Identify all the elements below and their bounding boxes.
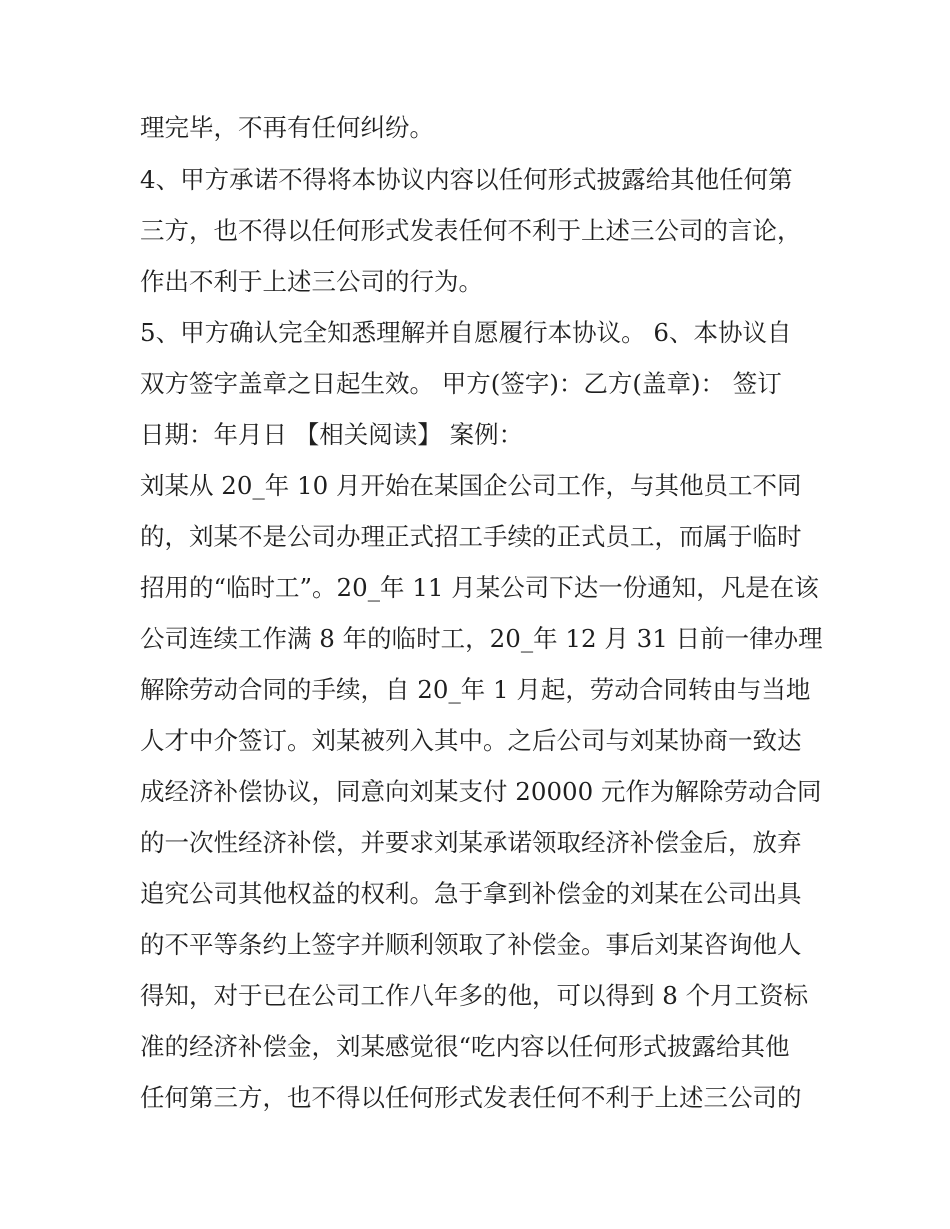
text-line: 追究公司其他权益的权利。急于拿到补偿金的刘某在公司出具 <box>140 879 802 908</box>
text-line: 5、甲方确认完全知悉理解并自愿履行本协议。 6、本协议自 <box>140 318 792 347</box>
text-line: 作出不利于上述三公司的行为。 <box>140 267 483 296</box>
text-line: 招用的“临时工”。20_年 11 月某公司下达一份通知，凡是在该 <box>140 573 819 602</box>
text-line: 准的经济补偿金，刘某感觉很“吃内容以任何形式披露给其他 <box>140 1032 790 1061</box>
text-line: 解除劳动合同的手续，自 20_年 1 月起，劳动合同转由与当地 <box>140 675 811 704</box>
text-line: 的不平等条约上签字并顺利领取了补偿金。事后刘某咨询他人 <box>140 930 802 959</box>
text-line: 理完毕，不再有任何纠纷。 <box>140 113 434 142</box>
text-line: 4、甲方承诺不得将本协议内容以任何形式披露给其他任何第 <box>140 165 793 194</box>
text-line: 得知，对于已在公司工作八年多的他，可以得到 8 个月工资标 <box>140 981 809 1010</box>
text-line: 任何第三方，也不得以任何形式发表任何不利于上述三公司的 <box>140 1083 802 1112</box>
text-line: 双方签字盖章之日起生效。 甲方(签字)：乙方(盖章)： 签订 <box>140 369 782 398</box>
text-line: 的，刘某不是公司办理正式招工手续的正式员工，而属于临时 <box>140 522 802 551</box>
text-line: 成经济补偿协议，同意向刘某支付 20000 元作为解除劳动合同 <box>140 777 822 806</box>
text-line: 人才中介签订。刘某被列入其中。之后公司与刘某协商一致达 <box>140 726 802 755</box>
text-line: 日期：年月日 【相关阅读】 案例： <box>140 420 524 449</box>
text-line: 刘某从 20_年 10 月开始在某国企公司工作，与其他员工不同 <box>140 471 802 500</box>
text-line: 三方，也不得以任何形式发表任何不利于上述三公司的言论， <box>140 216 802 245</box>
text-line: 公司连续工作满 8 年的临时工，20_年 12 月 31 日前一律办理 <box>140 624 823 653</box>
text-line: 的一次性经济补偿，并要求刘某承诺领取经济补偿金后，放弃 <box>140 828 802 857</box>
